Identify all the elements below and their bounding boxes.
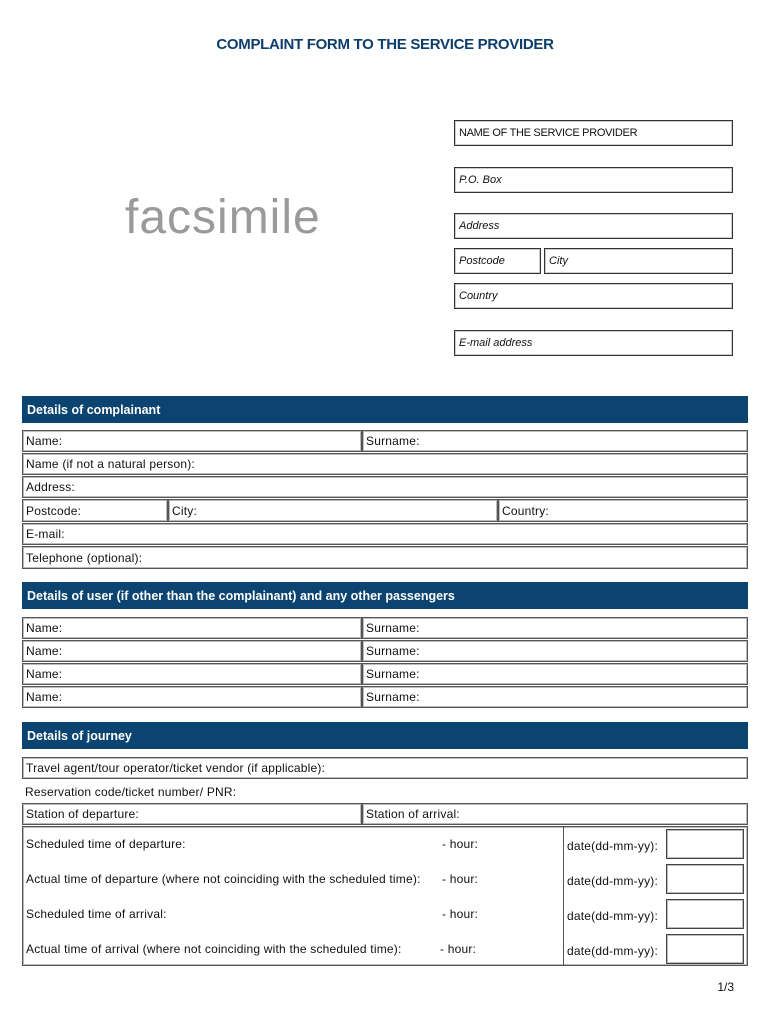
actual-departure-hour[interactable]: - hour:	[442, 872, 479, 886]
actual-departure-label: Actual time of departure (where not coinciding with the scheduled time):	[26, 872, 421, 886]
provider-email-field[interactable]: E-mail address	[454, 330, 733, 356]
provider-postcode-field[interactable]: Postcode	[454, 248, 541, 274]
user-surname-field[interactable]: Surname:	[362, 663, 748, 685]
scheduled-departure-date-input[interactable]	[666, 829, 744, 859]
complainant-section-header: Details of complainant	[22, 396, 748, 423]
provider-name-field[interactable]: NAME OF THE SERVICE PROVIDER	[454, 120, 733, 146]
scheduled-arrival-hour[interactable]: - hour:	[442, 907, 479, 921]
provider-country-field[interactable]: Country	[454, 283, 733, 309]
provider-address-field[interactable]: Address	[454, 213, 733, 239]
actual-arrival-hour[interactable]: - hour:	[440, 942, 477, 956]
scheduled-departure-hour[interactable]: - hour:	[442, 837, 479, 851]
scheduled-arrival-label: Scheduled time of arrival:	[26, 907, 167, 921]
actual-arrival-date-label: date(dd-mm-yy):	[567, 944, 659, 958]
travel-agent-field[interactable]: Travel agent/tour operator/ticket vendor (if applicable):	[22, 757, 748, 779]
users-section-header: Details of user (if other than the complainant) and any other passengers	[22, 582, 748, 609]
user-name-field[interactable]: Name:	[22, 663, 362, 685]
actual-departure-date-label: date(dd-mm-yy):	[567, 874, 659, 888]
complainant-address-field[interactable]: Address:	[22, 476, 748, 498]
user-surname-field[interactable]: Surname:	[362, 686, 748, 708]
complainant-surname-field[interactable]: Surname:	[362, 430, 748, 452]
reservation-code-label: Reservation code/ticket number/ PNR:	[25, 785, 237, 799]
actual-arrival-label: Actual time of arrival (where not coinciding with the scheduled time):	[26, 942, 402, 956]
user-surname-field[interactable]: Surname:	[362, 617, 748, 639]
scheduled-arrival-date-input[interactable]	[666, 899, 744, 929]
complainant-telephone-field[interactable]: Telephone (optional):	[22, 546, 748, 569]
user-name-field[interactable]: Name:	[22, 617, 362, 639]
journey-section-header: Details of journey	[22, 722, 748, 749]
actual-arrival-date-input[interactable]	[666, 934, 744, 964]
complainant-country-field[interactable]: Country:	[498, 499, 748, 522]
page-number: 1/3	[717, 980, 734, 994]
complainant-name-field[interactable]: Name:	[22, 430, 362, 452]
complainant-org-name-field[interactable]: Name (if not a natural person):	[22, 453, 748, 475]
actual-departure-date-input[interactable]	[666, 864, 744, 894]
user-name-field[interactable]: Name:	[22, 640, 362, 662]
provider-po-box-field[interactable]: P.O. Box	[454, 167, 733, 193]
column-divider	[563, 827, 564, 965]
provider-city-field[interactable]: City	[544, 248, 733, 274]
scheduled-departure-label: Scheduled time of departure:	[26, 837, 186, 851]
user-surname-field[interactable]: Surname:	[362, 640, 748, 662]
scheduled-departure-date-label: date(dd-mm-yy):	[567, 839, 659, 853]
arrival-station-field[interactable]: Station of arrival:	[362, 803, 748, 825]
user-name-field[interactable]: Name:	[22, 686, 362, 708]
complainant-email-field[interactable]: E-mail:	[22, 523, 748, 545]
scheduled-arrival-date-label: date(dd-mm-yy):	[567, 909, 659, 923]
facsimile-watermark: facsimile	[125, 191, 321, 244]
complainant-city-field[interactable]: City:	[168, 499, 498, 522]
form-title: COMPLAINT FORM TO THE SERVICE PROVIDER	[216, 36, 554, 53]
departure-station-field[interactable]: Station of departure:	[22, 803, 362, 825]
complainant-postcode-field[interactable]: Postcode:	[22, 499, 168, 522]
